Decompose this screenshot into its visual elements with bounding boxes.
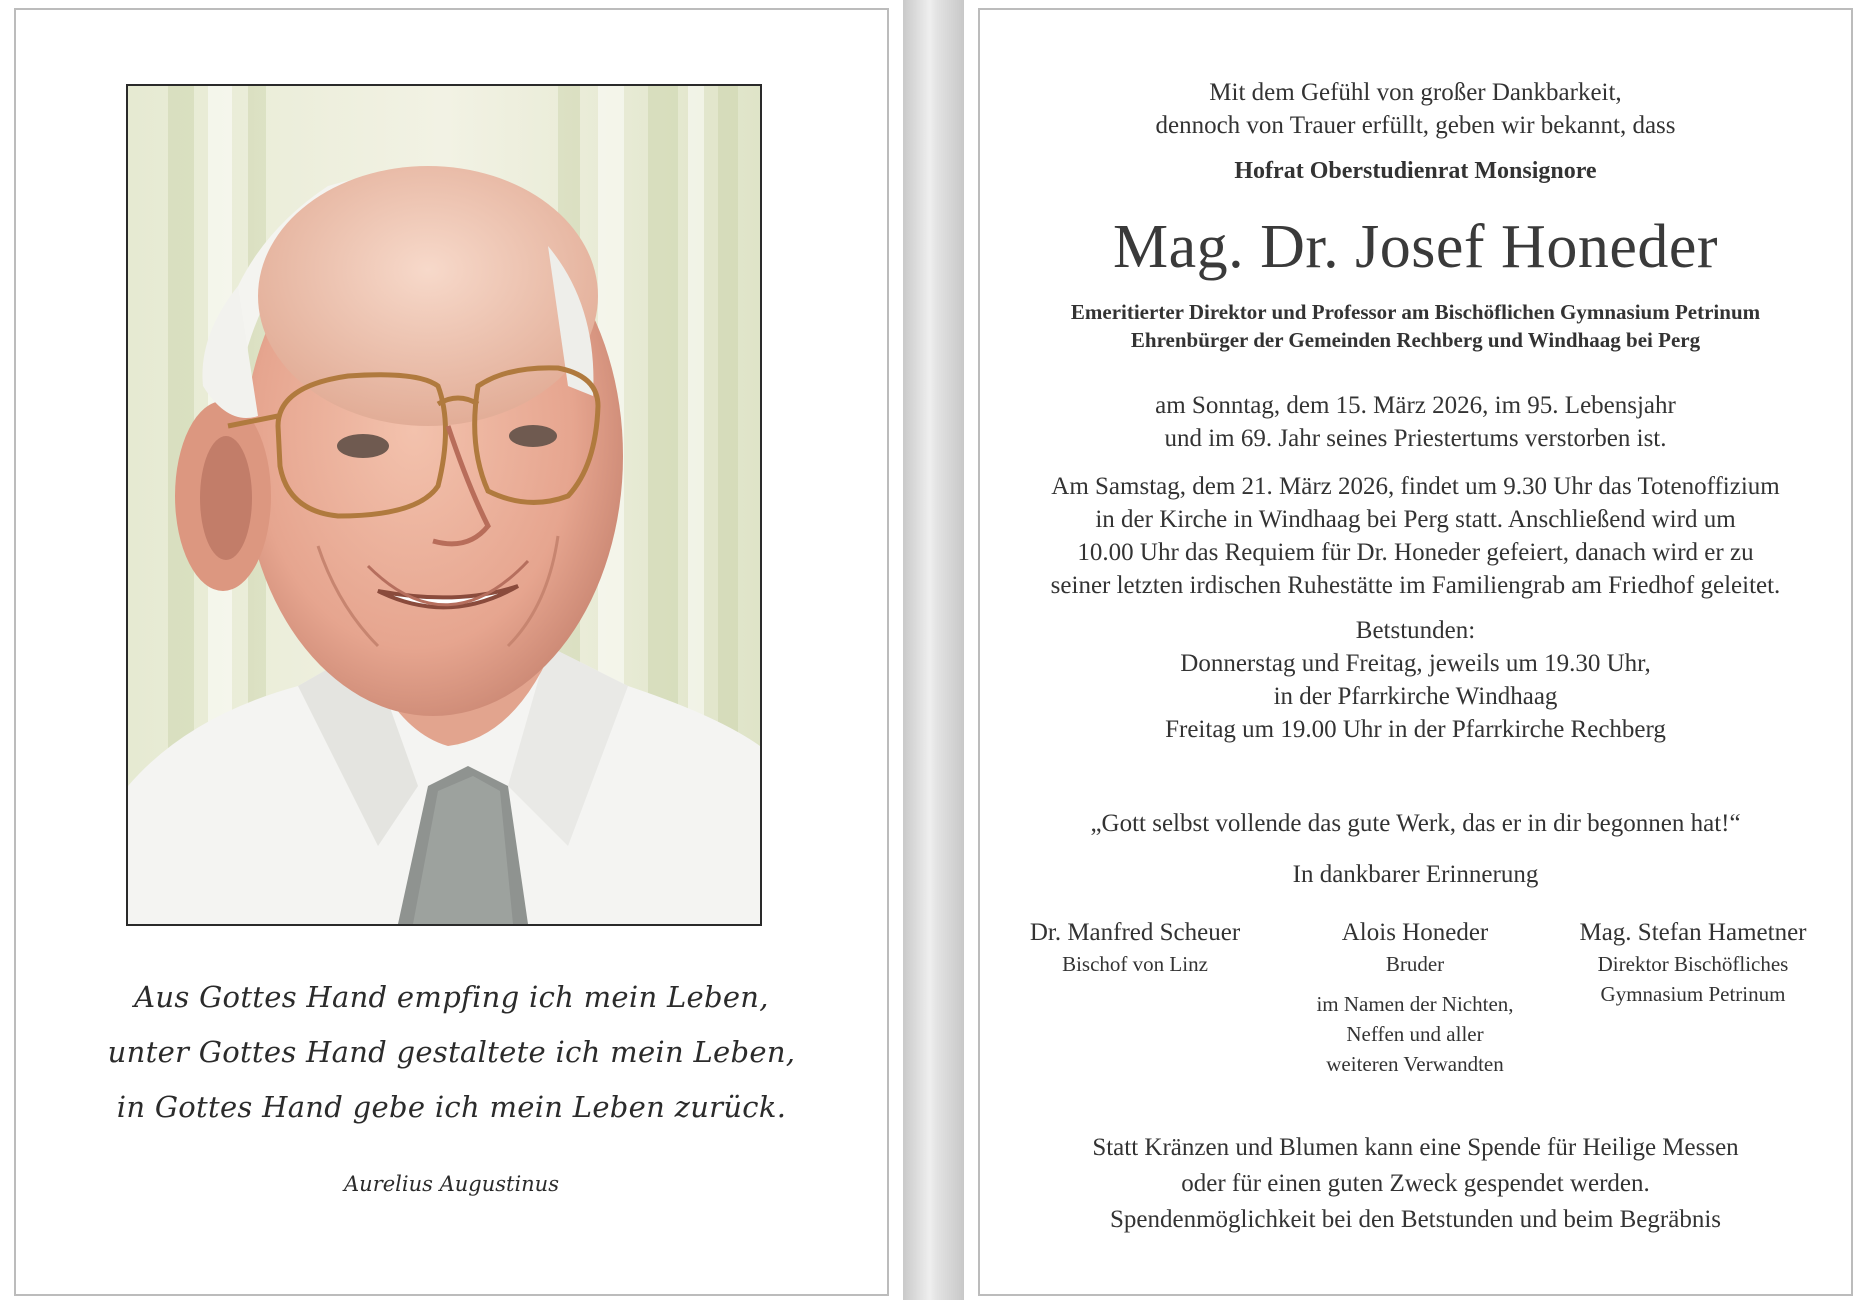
prayer-hours xyxy=(964,614,1866,746)
poem-line: Aus Gottes Hand empfing ich mein Leben, xyxy=(134,980,769,1014)
intro-line: dennoch von Trauer erfüllt, geben wir bekannt, dass xyxy=(1155,112,1676,139)
signatory-name: Alois Honeder xyxy=(1341,919,1489,946)
signatory xyxy=(985,917,1285,979)
prayer-line: Freitag um 19.00 Uhr in der Pfarrkirche Rechberg xyxy=(1165,716,1666,743)
deceased-name: Mag. Dr. Josef Honeder xyxy=(1112,213,1719,281)
funeral-details xyxy=(964,470,1866,602)
signatory-role: Gymnasium Petrinum xyxy=(1600,982,1786,1006)
funeral-line: seiner letzten irdischen Ruhestätte im Familiengrab am Friedhof geleitet. xyxy=(1050,572,1781,599)
signatory xyxy=(1543,917,1843,1009)
in-memory-heading: In dankbarer Erinnerung xyxy=(1292,861,1539,888)
right-page xyxy=(963,0,1866,1300)
signatory-note xyxy=(1265,989,1565,1079)
prayer-line: Betstunden: xyxy=(1355,617,1476,644)
intro-text xyxy=(964,76,1866,142)
signatory-role: Bruder xyxy=(1385,952,1445,976)
donation-note xyxy=(964,1130,1866,1238)
donation-line: Spendenmöglichkeit bei den Betstunden und beim Begräbnis xyxy=(1110,1206,1721,1233)
bible-quote: „Gott selbst vollende das gute Werk, das er in dir begonnen hat!“ xyxy=(1090,810,1741,837)
donation-line: Statt Kränzen und Blumen kann eine Spende für Heilige Messen xyxy=(1092,1134,1739,1161)
signatory-note-line: Neffen und aller xyxy=(1346,1022,1484,1046)
signatory-role: Direktor Bischöfliches xyxy=(1597,952,1789,976)
portrait-illustration xyxy=(128,86,760,924)
title-line: Ehrenbürger der Gemeinden Rechberg und Windhaag bei Perg xyxy=(1130,328,1701,352)
poem-author: Aurelius Augustinus xyxy=(344,1172,559,1196)
death-line: und im 69. Jahr seines Priestertums verstorben ist. xyxy=(1164,425,1667,452)
prayer-line: Donnerstag und Freitag, jeweils um 19.30 Uhr, xyxy=(1180,650,1651,677)
death-notice xyxy=(964,389,1866,455)
poem xyxy=(0,970,903,1135)
signatory-note-line: im Namen der Nichten, xyxy=(1316,992,1514,1016)
funeral-line: in der Kirche in Windhaag bei Perg statt. Anschließend wird um xyxy=(1095,506,1736,533)
prayer-line: in der Pfarrkirche Windhaag xyxy=(1273,683,1558,710)
honorific-title: Hofrat Oberstudienrat Monsignore xyxy=(1234,158,1597,184)
left-page xyxy=(0,0,904,1300)
signatory-role: Bischof von Linz xyxy=(1062,952,1208,976)
funeral-line: Am Samstag, dem 21. März 2026, findet um 9.30 Uhr das Totenoffizium xyxy=(1051,473,1780,500)
poem-line: unter Gottes Hand gestaltete ich mein Leben, xyxy=(107,1035,796,1069)
donation-line: oder für einen guten Zweck gespendet werden. xyxy=(1181,1170,1650,1197)
signatory-name: Mag. Stefan Hametner xyxy=(1579,919,1807,946)
book-gutter xyxy=(903,0,963,1300)
signatory-note-line: weiteren Verwandten xyxy=(1326,1052,1504,1076)
death-line: am Sonntag, dem 15. März 2026, im 95. Lebensjahr xyxy=(1155,392,1676,419)
portrait-photo xyxy=(126,84,762,926)
signatory-name: Dr. Manfred Scheuer xyxy=(1029,919,1241,946)
intro-line: Mit dem Gefühl von großer Dankbarkeit, xyxy=(1209,79,1622,106)
poem-line: in Gottes Hand gebe ich mein Leben zurück. xyxy=(116,1090,787,1124)
signatory xyxy=(1265,917,1565,1079)
title-line: Emeritierter Direktor und Professor am Bischöflichen Gymnasium Petrinum xyxy=(1070,300,1761,324)
funeral-line: 10.00 Uhr das Requiem für Dr. Honeder gefeiert, danach wird er zu xyxy=(1077,539,1754,566)
deceased-titles xyxy=(964,298,1866,354)
